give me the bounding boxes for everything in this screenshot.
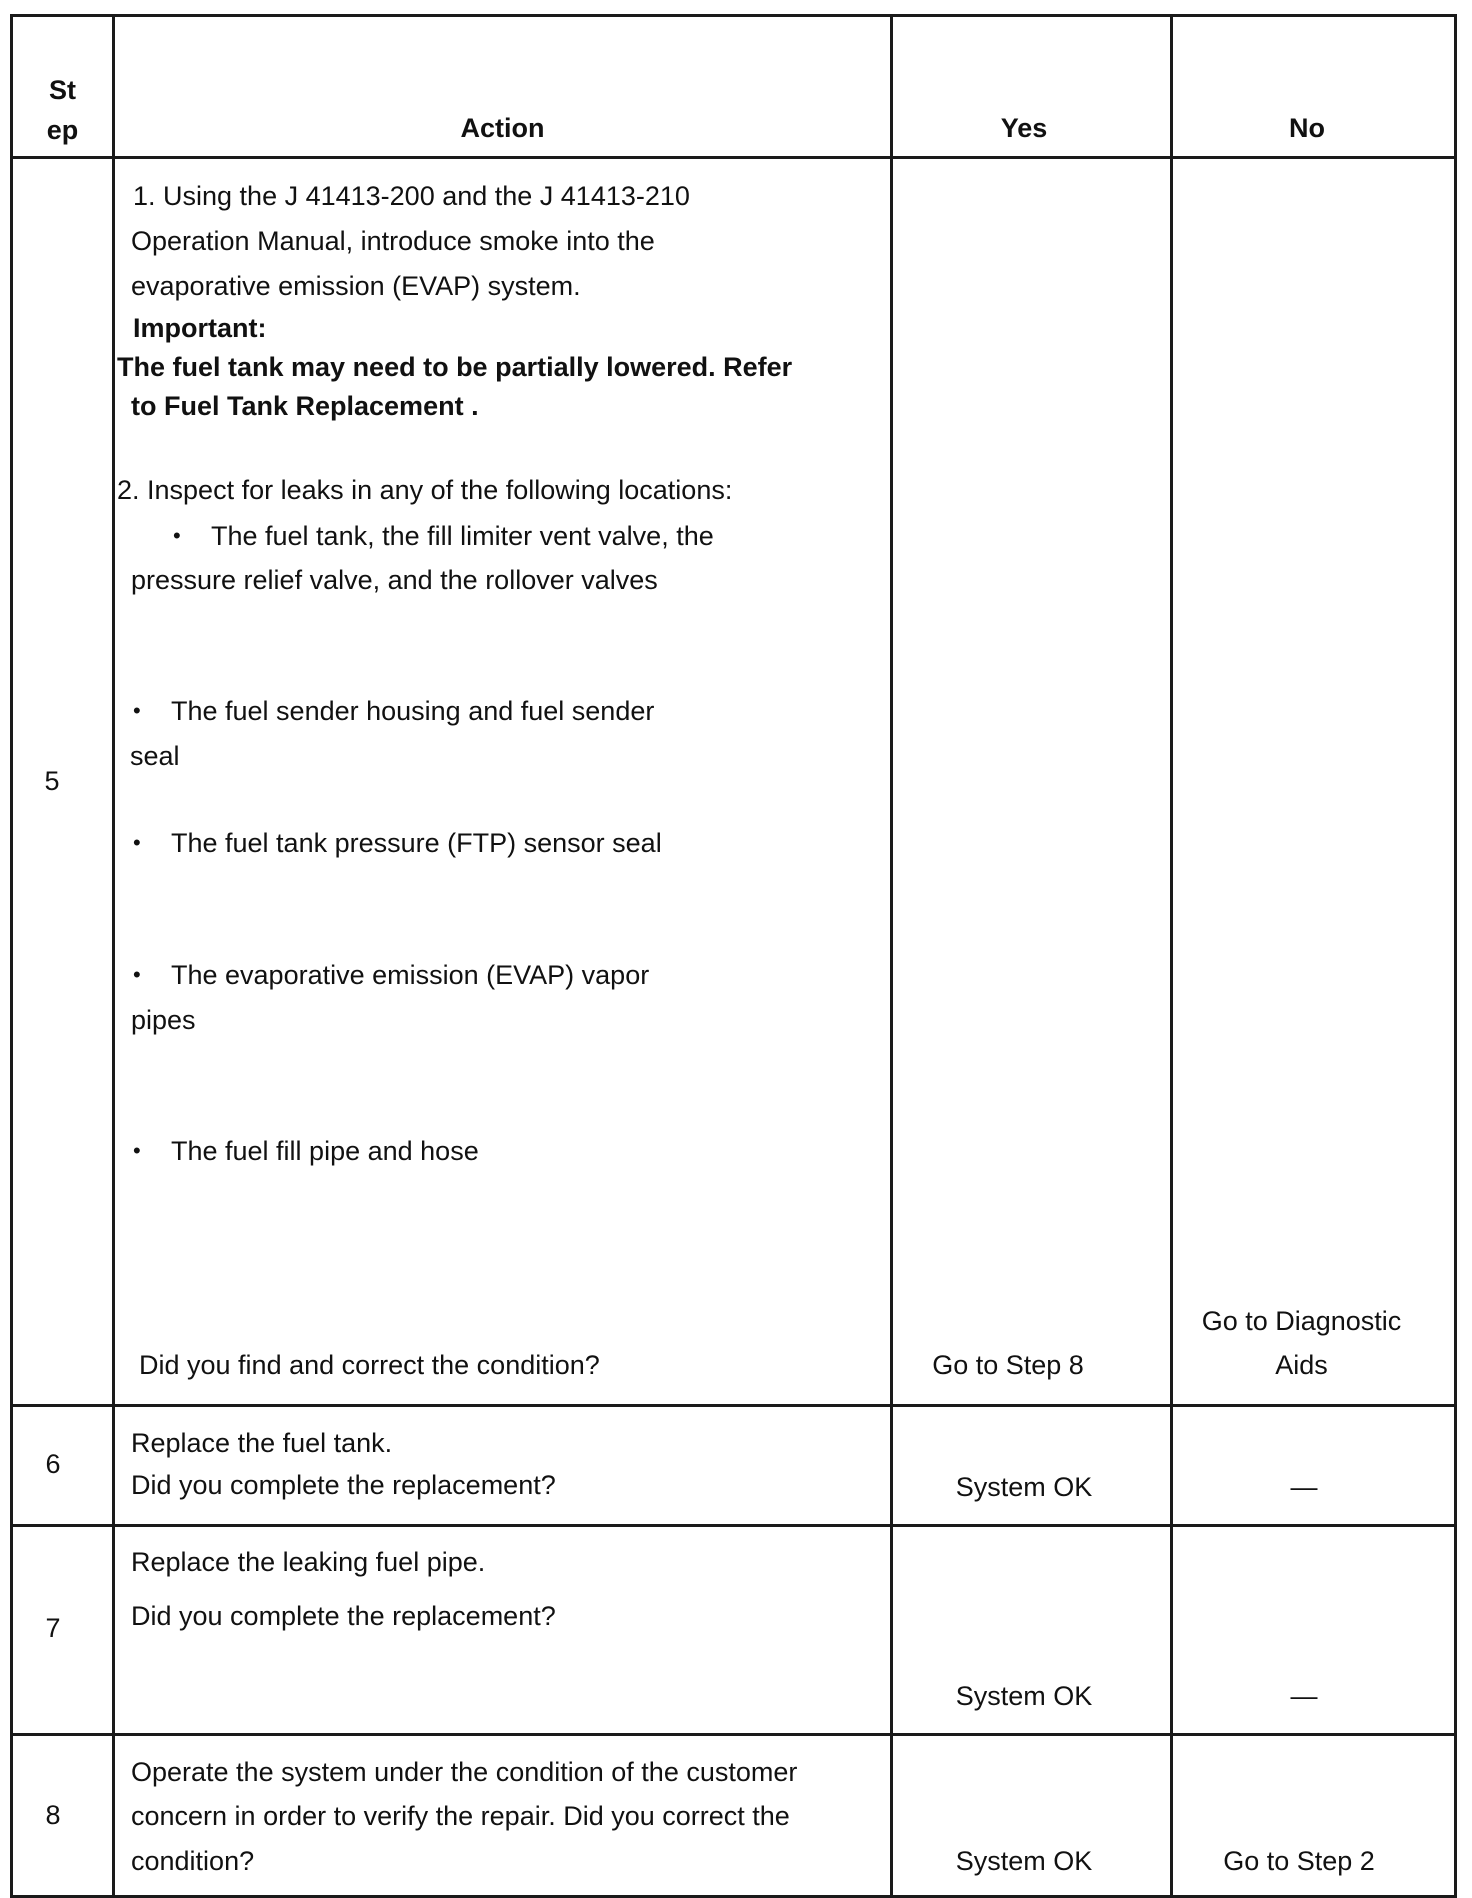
header-yes: Yes	[1000, 113, 1048, 143]
column-divider-action	[890, 14, 893, 1898]
action-5-item2: 2. Inspect for leaks in any of the following locations:	[117, 475, 733, 505]
action-7-line2: Did you complete the replacement?	[131, 1601, 556, 1631]
action-8-line3: condition?	[131, 1846, 255, 1876]
step-number-7: 7	[45, 1613, 61, 1643]
table-border-top	[10, 14, 1457, 17]
column-divider-step	[112, 14, 115, 1898]
bullet-glyph: •	[133, 1138, 141, 1163]
column-divider-yes	[1170, 14, 1173, 1898]
yes-6: System OK	[955, 1472, 1093, 1502]
bullet-glyph: •	[133, 962, 141, 987]
header-divider	[10, 156, 1457, 159]
action-5-item1-line2: Operation Manual, introduce smoke into the	[131, 226, 655, 256]
leak-location-5: The fuel fill pipe and hose	[171, 1136, 479, 1166]
header-no: No	[1289, 113, 1325, 143]
header-action: Action	[460, 113, 545, 143]
row-divider-6	[10, 1524, 1457, 1527]
bullet-glyph: •	[133, 698, 141, 723]
bullet-glyph: •	[133, 830, 141, 855]
step-number-5: 5	[44, 766, 60, 796]
yes-8: System OK	[955, 1846, 1093, 1876]
no-6: —	[1290, 1472, 1318, 1502]
bullet-glyph: •	[173, 523, 181, 548]
action-6-line1: Replace the fuel tank.	[131, 1428, 393, 1458]
leak-location-4-line1: The evaporative emission (EVAP) vapor	[171, 960, 650, 990]
yes-5: Go to Step 8	[932, 1350, 1084, 1380]
important-label: Important:	[133, 313, 267, 343]
table-border-right	[1454, 14, 1457, 1898]
leak-location-1-line1: The fuel tank, the fill limiter vent valve, the	[211, 521, 714, 551]
important-note-line2: to Fuel Tank Replacement .	[131, 391, 479, 421]
step-number-6: 6	[45, 1449, 61, 1479]
leak-location-2-line2: seal	[130, 741, 180, 771]
action-8-line1: Operate the system under the condition of the customer	[131, 1757, 798, 1787]
yes-7: System OK	[955, 1681, 1093, 1711]
no-5: Go to Diagnostic Aids	[1201, 1306, 1402, 1380]
row-divider-7	[10, 1733, 1457, 1736]
action-7-line1: Replace the leaking fuel pipe.	[131, 1547, 486, 1577]
leak-location-4-line2: pipes	[131, 1005, 196, 1035]
action-5-question: Did you find and correct the condition?	[139, 1350, 600, 1380]
row-divider-5	[10, 1404, 1457, 1407]
leak-location-1-line2: pressure relief valve, and the rollover valves	[131, 565, 658, 595]
action-6-line2: Did you complete the replacement?	[131, 1470, 556, 1500]
leak-location-3: The fuel tank pressure (FTP) sensor seal	[171, 828, 662, 858]
action-8-line2: concern in order to verify the repair. Did you correct the	[131, 1801, 790, 1831]
important-note-line1: The fuel tank may need to be partially lowered. Refer	[117, 352, 793, 382]
header-step: St ep	[46, 75, 79, 145]
no-7: —	[1290, 1681, 1318, 1711]
no-8: Go to Step 2	[1223, 1846, 1375, 1876]
action-5-item1-line1: 1. Using the J 41413-200 and the J 41413-210	[133, 181, 690, 211]
step-number-8: 8	[45, 1800, 61, 1830]
action-5-item1-line3: evaporative emission (EVAP) system.	[131, 271, 581, 301]
leak-location-2-line1: The fuel sender housing and fuel sender	[171, 696, 655, 726]
